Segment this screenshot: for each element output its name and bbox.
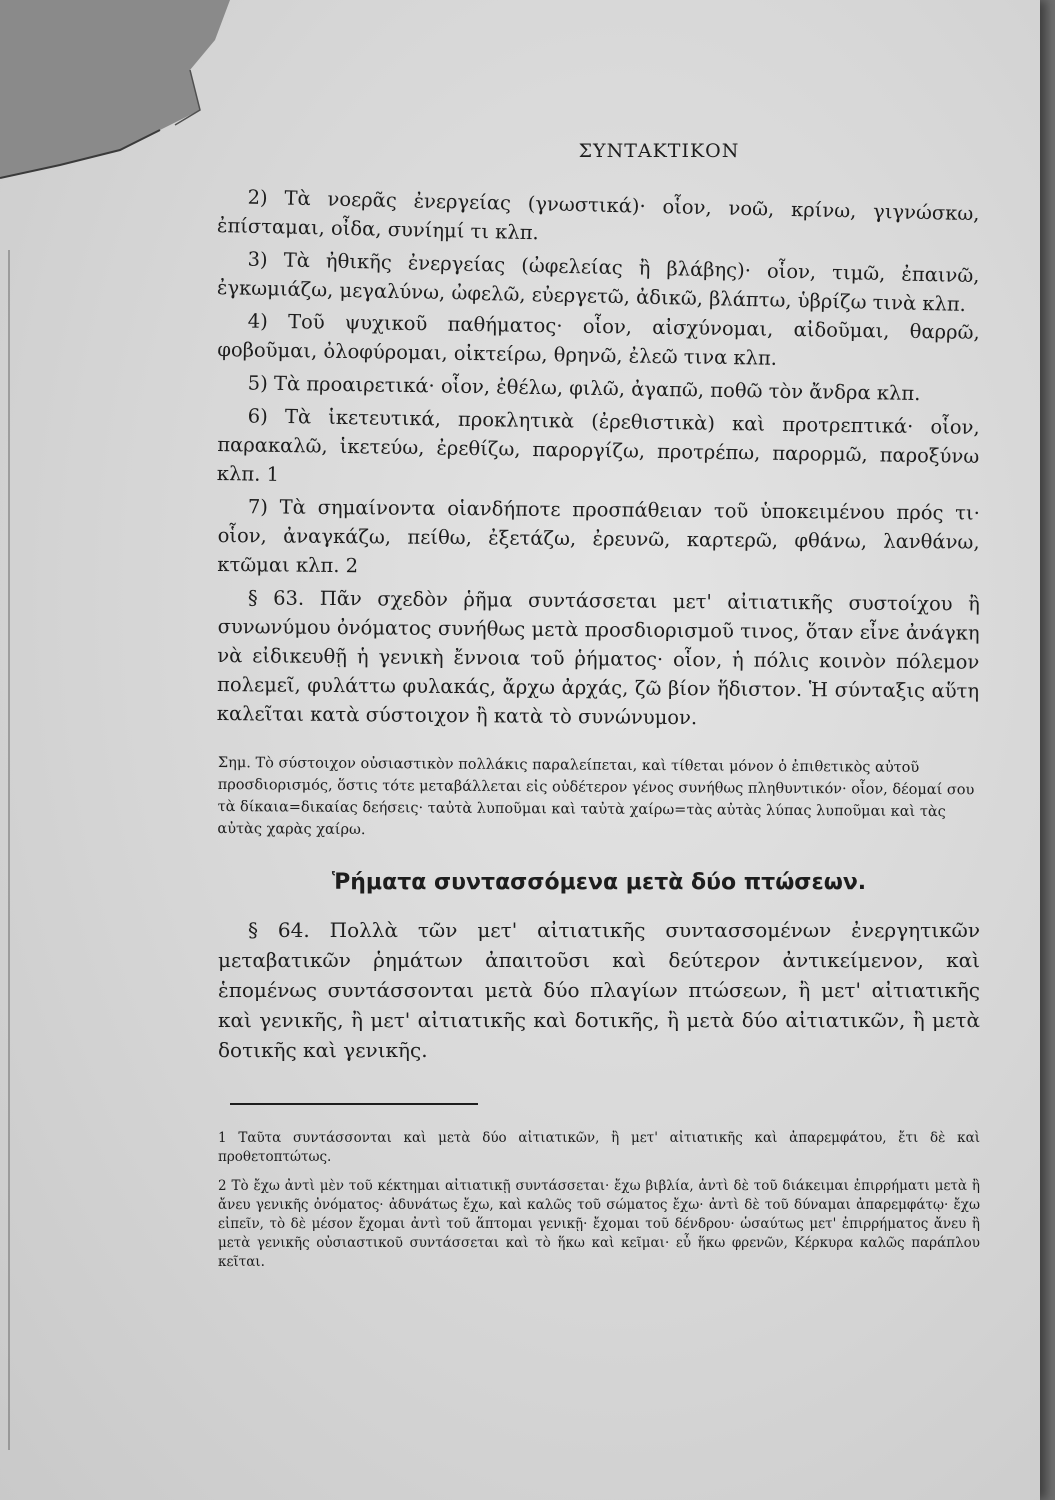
footnote-2: 2 Τὸ ἔχω ἀντὶ μὲν τοῦ κέκτημαι αἰτιατικῇ συντάσσεται· ἔχω βιβλία, ἀντὶ δὲ τοῦ διάκειμαι ἐπιρρήματι μετὰ ἢ ἄνευ γενικῆς ὀνόματος· ἀδυνάτως ἔχω, καὶ καλῶς τοῦ σώματος ἔχω· ἀντὶ δὲ τοῦ δύναμαι ἀπαρεμφάτῳ· ἔχω εἰπεῖν, τὸ δὲ μέσον ἔχομαι ἀντὶ τοῦ ἅπτομαι γενικῇ· ἔχομαι τοῦ δένδρου· ὡσαύτως μετ' ἐπιρρήματος ἄνευ ἢ μετὰ γενικῆς οὐσιαστικοῦ συντάσσεται καὶ τὸ ἥκω καὶ κεῖμαι· εὖ ἥκω φρενῶν, Κέρκυρα καλῶς παράπλου κεῖται. xyxy=(218,1178,980,1270)
section-64-paragraph: § 64. Πολλὰ τῶν μετ' αἰτιατικῆς συντασσομένων ἐνεργητικῶν μεταβατικῶν ῥημάτων ἀπαιτοῦσι καὶ δεύτερον ἀντικείμενον, καὶ ἑπομένως συντάσσονται μετὰ δύο πλαγίων πτώσεων, ἢ μετ' αἰτιατικῆς καὶ γενικῆς, ἢ μετ' αἰτιατικῆς καὶ δοτικῆς, ἢ μετὰ δύο αἰτιατικῶν, ἢ μετὰ δοτικῆς καὶ γενικῆς. xyxy=(218,918,980,1062)
note-paragraph: Σημ. Τὸ σύστοιχον οὐσιαστικὸν πολλάκις παραλείπεται, καὶ τίθεται μόνον ὁ ἐπιθετικὸς αὐτοῦ προσδιορισμός, ὅστις τότε μεταβάλλεται εἰς οὐδέτερον γένος συνήθως πληθυντικόν· οἷον, δέομαί σου τὰ δίκαια=δικαίας δεήσεις· ταὐτὰ λυποῦμαι καὶ ταὐτὰ χαίρω=τὰς αὐτὰς λύπας λυποῦμαι καὶ τὰς αὐτὰς χαρὰς χαίρω. xyxy=(217,754,975,839)
list-item: 2) Τὰ νοερᾶς ἐνεργείας (γνωστικά)· οἷον, νοῶ, κρίνω, γιγνώσκω, ἐπίσταμαι, οἶδα, συνίημί τι κλπ. xyxy=(216,185,980,245)
list-item: 3) Τὰ ἠθικῆς ἐνεργείας (ὠφελείας ἢ βλάβης)· οἷον, τιμῶ, ἐπαινῶ, ἐγκωμιάζω, μεγαλύνω, ὠφελῶ, εὐεργετῶ, ἀδικῶ, βλάπτω, ὑβρίζω τινὰ κλπ. xyxy=(216,247,980,316)
footnote-1: 1 Ταῦτα συντάσσονται καὶ μετὰ δύο αἰτιατικῶν, ἢ μετ' αἰτιατικῆς καὶ ἀπαρεμφάτου, ἔτι δὲ καὶ προθετοπτώτως. xyxy=(218,1130,980,1165)
list-item: 4) Τοῦ ψυχικοῦ παθήματος· οἷον, αἰσχύνομαι, αἰδοῦμαι, θαρρῶ, φοβοῦμαι, ὀλοφύρομαι, οἰκτείρω, θρηνῶ, ἐλεῶ τινα κλπ. xyxy=(217,309,980,370)
running-head: ΣΥΝΤΑΚΤΙΚΟΝ xyxy=(578,140,740,162)
footnote-divider xyxy=(230,1103,478,1105)
torn-corner-icon xyxy=(0,0,230,180)
list-item: 5) Τὰ προαιρετικά· οἷον, ἐθέλω, φιλῶ, ἀγαπῶ, ποθῶ τὸν ἄνδρα κλπ. xyxy=(247,371,921,406)
section-63-paragraph: § 63. Πᾶν σχεδὸν ῥῆμα συντάσσεται μετ' αἰτιατικῆς συστοίχου ἢ συνωνύμου ὀνόματος συνήθως μετὰ προσδιορισμοῦ τινος, ὅταν εἶνε ἀνάγκη νὰ εἰδικευθῇ ἡ γενικὴ ἔννοια τοῦ ῥήματος· οἷον, ἡ πόλις κοινὸν πόλεμον πολεμεῖ, φυλάττω φυλακάς, ἄρχω ἀρχάς, ζῶ βίον ἥδιστον. Ἡ σύνταξις αὕτη καλεῖται κατὰ σύστοιχον ἢ κατὰ τὸ συνώνυμον. xyxy=(216,586,980,730)
page-content xyxy=(218,140,980,1282)
page-fold-line xyxy=(8,250,10,1450)
list-item: 6) Τὰ ἱκετευτικά, προκλητικὰ (ἐρεθιστικὰ) καὶ προτρεπτικά· οἷον, παρακαλῶ, ἱκετεύω, ἐρεθίζω, παροργίζω, προτρέπω, παρορμῶ, παροξύνω κλπ. 1 xyxy=(216,404,980,486)
list-item: 7) Τὰ σημαίνοντα οἱανδήποτε προσπάθειαν τοῦ ὑποκειμένου πρός τι· οἷον, ἀναγκάζω, πείθω, ἐξετάζω, ἐρευνῶ, καρτερῶ, φθάνω, λανθάνω, κτῶμαι κλπ. 2 xyxy=(217,495,980,578)
section-subheading: Ῥήματα συντασσόμενα μετὰ δύο πτώσεων. xyxy=(331,870,867,895)
